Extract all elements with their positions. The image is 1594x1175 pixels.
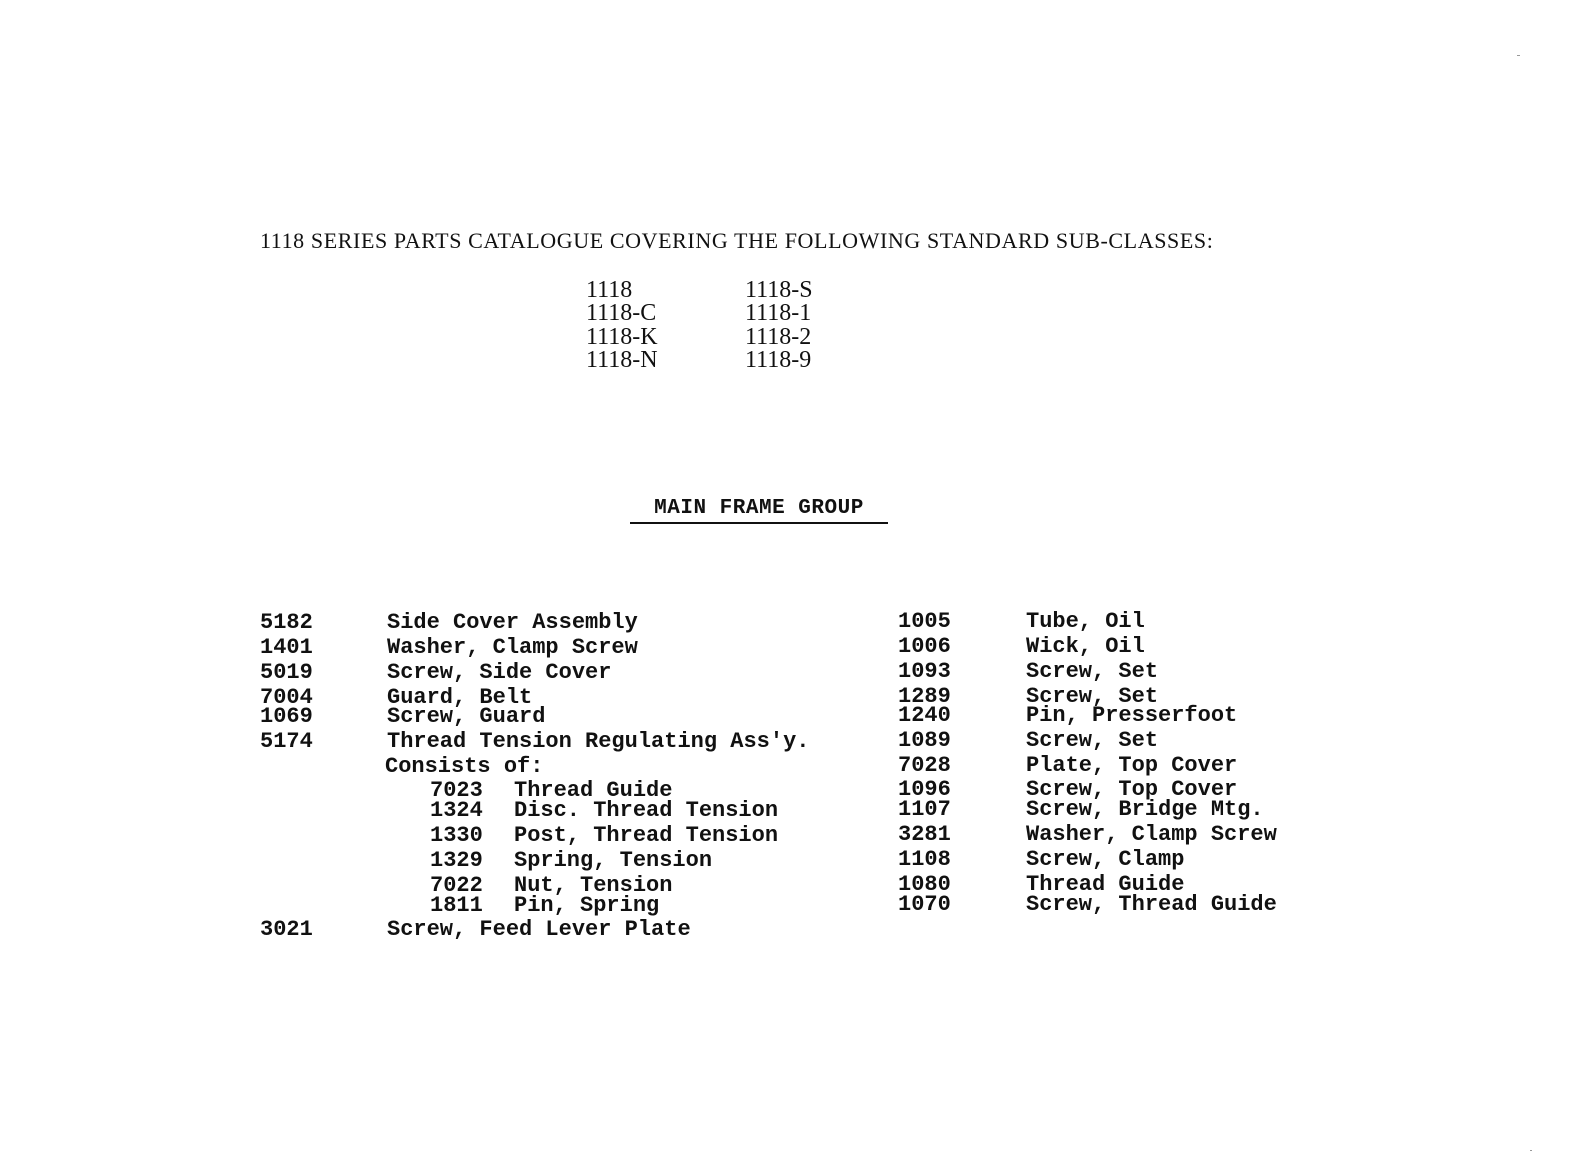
subclass-item: 1118 bbox=[586, 277, 633, 303]
sub-part-number: 1324 bbox=[430, 798, 483, 823]
subclass-item: 1118-C bbox=[586, 300, 657, 326]
part-description: Screw, Guard bbox=[387, 704, 546, 729]
part-description: Thread Guide bbox=[1026, 872, 1185, 897]
part-description: Screw, Bridge Mtg. bbox=[1026, 797, 1264, 822]
part-description: Screw, Clamp bbox=[1026, 847, 1185, 872]
part-number: 5019 bbox=[260, 660, 313, 685]
sub-part-description: Thread Guide bbox=[514, 778, 673, 803]
part-description: Screw, Side Cover bbox=[387, 660, 612, 685]
part-description: Screw, Top Cover bbox=[1026, 777, 1238, 802]
part-description: Thread Tension Regulating Ass'y. bbox=[387, 729, 810, 754]
sub-part-number: 7022 bbox=[430, 873, 483, 898]
sub-part-description: Post, Thread Tension bbox=[514, 823, 779, 848]
sub-part-number: 1811 bbox=[430, 893, 483, 918]
part-description: Screw, Set bbox=[1026, 659, 1159, 684]
sub-part-description: Spring, Tension bbox=[514, 848, 713, 873]
part-number: 1401 bbox=[260, 635, 313, 660]
part-number: 1108 bbox=[898, 847, 951, 872]
part-description: Washer, Clamp Screw bbox=[1026, 822, 1277, 847]
sub-part-number: 1329 bbox=[430, 848, 483, 873]
catalogue-heading: 1118 SERIES PARTS CATALOGUE COVERING THE FOLLOWING STANDARD SUB-CLASSES: bbox=[260, 228, 1214, 253]
part-number: 1089 bbox=[898, 728, 951, 753]
part-number: 3281 bbox=[898, 822, 951, 847]
part-number: 3021 bbox=[260, 917, 313, 942]
part-number: 1080 bbox=[898, 872, 951, 897]
part-number: 7028 bbox=[898, 753, 951, 778]
consists-of-label: Consists of: bbox=[385, 754, 544, 779]
scan-speck bbox=[1517, 55, 1520, 56]
part-description: Tube, Oil bbox=[1026, 609, 1145, 634]
part-number: 5174 bbox=[260, 729, 313, 754]
part-number: 7004 bbox=[260, 685, 313, 710]
part-description: Washer, Clamp Screw bbox=[387, 635, 638, 660]
group-title: MAIN FRAME GROUP bbox=[630, 497, 888, 524]
subclass-item: 1118-9 bbox=[745, 347, 812, 373]
subclass-item: 1118-K bbox=[586, 324, 658, 350]
part-description: Side Cover Assembly bbox=[387, 610, 638, 635]
part-description: Screw, Feed Lever Plate bbox=[387, 917, 691, 942]
sub-part-description: Nut, Tension bbox=[514, 873, 673, 898]
part-number: 1006 bbox=[898, 634, 951, 659]
part-number: 1069 bbox=[260, 704, 313, 729]
subclass-item: 1118-1 bbox=[745, 300, 812, 326]
part-number: 1240 bbox=[898, 703, 951, 728]
part-number: 1096 bbox=[898, 777, 951, 802]
part-description: Wick, Oil bbox=[1026, 634, 1145, 659]
part-description: Screw, Set bbox=[1026, 728, 1159, 753]
part-number: 1107 bbox=[898, 797, 951, 822]
part-number: 1093 bbox=[898, 659, 951, 684]
part-description: Plate, Top Cover bbox=[1026, 753, 1238, 778]
part-number: 1070 bbox=[898, 892, 951, 917]
subclass-item: 1118-S bbox=[745, 277, 813, 303]
sub-part-description: Disc. Thread Tension bbox=[514, 798, 779, 823]
part-description: Screw, Thread Guide bbox=[1026, 892, 1277, 917]
part-description: Guard, Belt bbox=[387, 685, 533, 710]
sub-part-description: Pin, Spring bbox=[514, 893, 660, 918]
part-number: 1005 bbox=[898, 609, 951, 634]
sub-part-number: 7023 bbox=[430, 778, 483, 803]
subclass-item: 1118-2 bbox=[745, 324, 812, 350]
part-description: Screw, Set bbox=[1026, 684, 1159, 709]
sub-part-number: 1330 bbox=[430, 823, 483, 848]
subclass-item: 1118-N bbox=[586, 347, 658, 373]
part-description: Pin, Presserfoot bbox=[1026, 703, 1238, 728]
part-number: 1289 bbox=[898, 684, 951, 709]
part-number: 5182 bbox=[260, 610, 313, 635]
scan-speck bbox=[1530, 1150, 1532, 1151]
